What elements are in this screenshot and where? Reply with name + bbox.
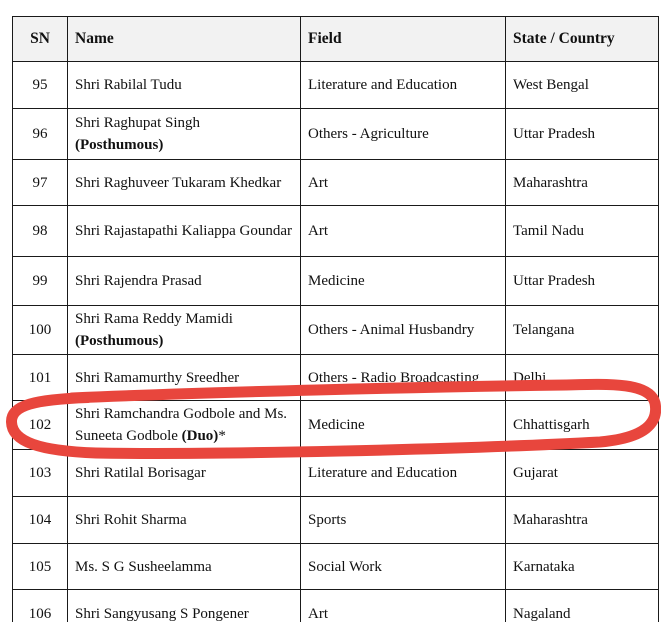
header-sn: SN: [13, 17, 68, 62]
cell-name: Shri Rajendra Prasad: [68, 257, 301, 306]
header-name: Name: [68, 17, 301, 62]
cell-name: Shri Rohit Sharma: [68, 497, 301, 544]
table-row: [13, 544, 659, 590]
cell-state: West Bengal: [506, 62, 659, 109]
cell-sn: 100: [13, 306, 68, 355]
cell-field: Literature and Education: [301, 62, 506, 109]
cell-state: Gujarat: [506, 450, 659, 497]
table-row: [13, 160, 659, 206]
cell-name: Shri Ratilal Borisagar: [68, 450, 301, 497]
cell-sn: 98: [13, 206, 68, 257]
cell-field: Art: [301, 590, 506, 622]
cell-field: Literature and Education: [301, 450, 506, 497]
cell-field: Sports: [301, 497, 506, 544]
cell-name: Shri Raghupat Singh (Posthumous): [68, 109, 301, 160]
cell-sn: 95: [13, 62, 68, 109]
table-row: [13, 450, 659, 497]
table-row: [13, 257, 659, 306]
cell-sn: 97: [13, 160, 68, 206]
cell-state: Maharashtra: [506, 497, 659, 544]
table-row: [13, 306, 659, 355]
awards-table: [12, 16, 659, 622]
cell-name: Ms. S G Susheelamma: [68, 544, 301, 590]
cell-field: Others - Agriculture: [301, 109, 506, 160]
table-row-circled: [13, 401, 659, 450]
table-row: [13, 62, 659, 109]
cell-state: Karnataka: [506, 544, 659, 590]
cell-sn: 96: [13, 109, 68, 160]
cell-name: Shri Ramamurthy Sreedher: [68, 355, 301, 401]
cell-sn: 99: [13, 257, 68, 306]
cell-state: Uttar Pradesh: [506, 257, 659, 306]
cell-name: Shri Sangyusang S Pongener: [68, 590, 301, 622]
cell-sn: 106: [13, 590, 68, 622]
cell-field: Art: [301, 206, 506, 257]
cell-sn: 105: [13, 544, 68, 590]
cell-state: Nagaland: [506, 590, 659, 622]
cell-field: Art: [301, 160, 506, 206]
cell-name: Shri Rabilal Tudu: [68, 62, 301, 109]
cell-field: Medicine: [301, 257, 506, 306]
cell-name: Shri Raghuveer Tukaram Khedkar: [68, 160, 301, 206]
cell-name: Shri Ramchandra Godbole and Ms. Suneeta Godbole (Duo)*: [68, 401, 301, 450]
cell-field: Others - Animal Husbandry: [301, 306, 506, 355]
cell-state: Tamil Nadu: [506, 206, 659, 257]
cell-sn: 101: [13, 355, 68, 401]
table-row: [13, 590, 659, 622]
cell-state: Uttar Pradesh: [506, 109, 659, 160]
cell-state: Delhi: [506, 355, 659, 401]
cell-state: Telangana: [506, 306, 659, 355]
cell-field: Medicine: [301, 401, 506, 450]
table-row: [13, 497, 659, 544]
table-row: [13, 109, 659, 160]
cell-name: Shri Rajastapathi Kaliappa Goundar: [68, 206, 301, 257]
cell-sn: 104: [13, 497, 68, 544]
cell-sn: 102: [13, 401, 68, 450]
cell-state: Chhattisgarh: [506, 401, 659, 450]
table-body: [13, 62, 659, 622]
cell-field: Social Work: [301, 544, 506, 590]
cell-field: Others - Radio Broadcasting: [301, 355, 506, 401]
cell-name: Shri Rama Reddy Mamidi (Posthumous): [68, 306, 301, 355]
header-state: State / Country: [506, 17, 659, 62]
cell-sn: 103: [13, 450, 68, 497]
header-field: Field: [301, 17, 506, 62]
header-row: [13, 17, 659, 62]
table-row: [13, 355, 659, 401]
table-row: [13, 206, 659, 257]
cell-state: Maharashtra: [506, 160, 659, 206]
